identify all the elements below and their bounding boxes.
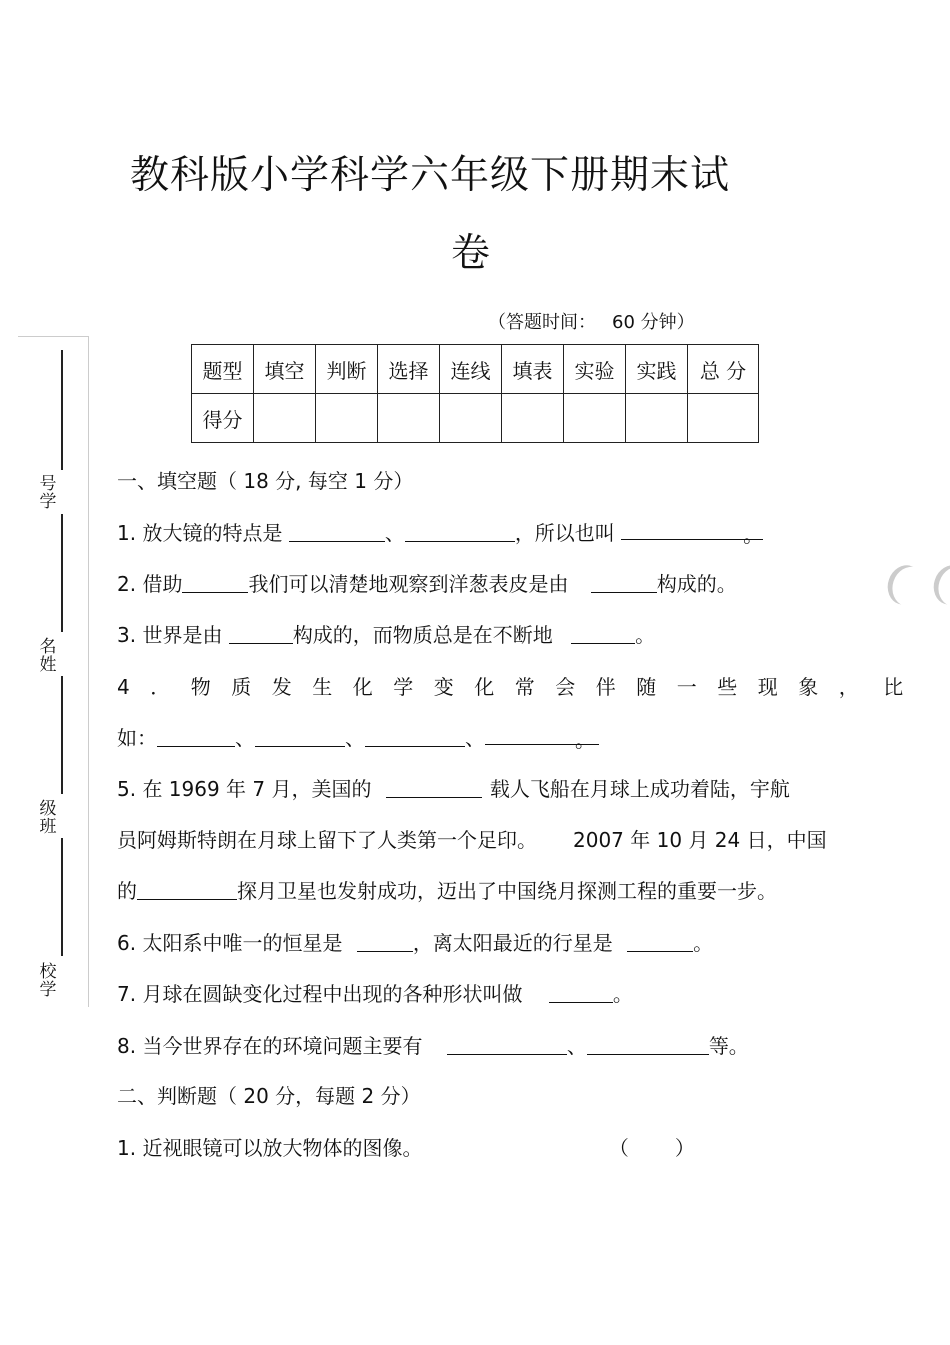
question-text: 2. 借助 — [117, 572, 183, 596]
crescent-mark — [929, 561, 950, 610]
margin-label-student-no: 号学 — [39, 474, 57, 512]
margin-label-class: 级班 — [39, 799, 57, 837]
question-text: 。 — [635, 623, 656, 647]
question-text: 2007 年 10 月 24 日，中国 — [573, 828, 827, 852]
answer-blank[interactable] — [627, 931, 693, 952]
score-cell[interactable] — [688, 394, 759, 443]
answer-blank[interactable] — [591, 572, 657, 593]
question-text: 如： — [117, 726, 157, 750]
answer-blank[interactable] — [137, 879, 237, 900]
time-label: （答题时间： — [488, 312, 596, 333]
header-cell: 选择 — [378, 345, 440, 394]
time-limit — [488, 308, 695, 334]
question-text: ，所以也叫 — [514, 521, 615, 545]
answer-blank[interactable] — [587, 1034, 709, 1055]
judgment-question-1 — [117, 1132, 695, 1161]
score-cell[interactable] — [378, 394, 440, 443]
question-text: 6. 太阳系中唯一的恒星是 — [117, 931, 343, 955]
row-label-cell: 得分 — [192, 394, 254, 443]
margin-label-name: 名姓 — [39, 637, 57, 675]
margin-label-school: 校学 — [39, 962, 57, 1000]
section2-heading: 二、判断题（ 20 分，每题 2 分） — [117, 1084, 421, 1108]
question-3 — [117, 619, 655, 648]
score-cell[interactable] — [254, 394, 316, 443]
header-cell: 实践 — [626, 345, 688, 394]
header-cell: 连线 — [440, 345, 502, 394]
score-table-score-row — [192, 394, 759, 443]
answer-blank[interactable] — [485, 724, 599, 752]
header-cell: 判断 — [316, 345, 378, 394]
question-text: ，离太阳最近的行星是 — [412, 931, 613, 955]
exam-title-line1: 教科版小学科学六年级下册期末试 — [130, 153, 731, 198]
header-cell: 填空 — [254, 345, 316, 394]
answer-blank[interactable] — [571, 623, 635, 644]
question-text: 等。 — [708, 1034, 749, 1058]
margin-rule — [61, 838, 63, 956]
question-4-line1 — [117, 671, 903, 700]
question-5-line1 — [117, 773, 790, 802]
answer-paren-open: （ — [608, 1136, 629, 1160]
question-text: 探月卫星也发射成功，迈出了中国绕月探测工程的重要一步。 — [237, 879, 777, 903]
score-table-header-row — [192, 345, 759, 394]
question-text: 、 — [235, 726, 255, 750]
question-text: 、 — [384, 521, 405, 545]
margin-rule — [61, 676, 63, 794]
header-cell: 题型 — [192, 345, 254, 394]
answer-blank[interactable] — [157, 726, 235, 747]
section1-heading: 一、填空题（ 18 分, 每空 1 分） — [117, 469, 414, 493]
answer-blank[interactable] — [365, 726, 465, 747]
question-text: 构成的。 — [656, 572, 737, 596]
question-text: 、 — [566, 1034, 587, 1058]
exam-title-line2: 卷 — [451, 231, 491, 276]
answer-blank[interactable] — [549, 982, 613, 1003]
question-text: 。 — [693, 931, 714, 955]
answer-blank[interactable] — [405, 521, 515, 542]
question-text: 1. 近视眼镜可以放大物体的图像。 — [117, 1136, 423, 1160]
question-2 — [117, 568, 737, 597]
question-text: 比 — [883, 675, 904, 699]
time-value: 60 分钟） — [612, 312, 695, 333]
question-text: 。 — [743, 523, 764, 547]
answer-blank[interactable] — [447, 1034, 567, 1055]
question-text: 。 — [575, 728, 595, 752]
answer-blank[interactable] — [357, 931, 413, 952]
question-text: 载人飞船在月球上成功着陆，宇航 — [489, 777, 790, 801]
question-text: 我们可以清楚地观察到洋葱表皮是由 — [248, 572, 569, 596]
question-text: 3. 世界是由 — [117, 623, 223, 647]
header-cell: 填表 — [502, 345, 564, 394]
crescent-mark — [883, 561, 928, 610]
answer-blank[interactable] — [229, 623, 293, 644]
question-text: 员阿姆斯特朗在月球上留下了人类第一个足印。 — [117, 828, 537, 852]
question-text: 7. 月球在圆缺变化过程中出现的各种形状叫做 — [117, 982, 523, 1006]
answer-blank[interactable] — [386, 777, 482, 798]
question-text: 、 — [345, 726, 365, 750]
score-cell[interactable] — [626, 394, 688, 443]
question-text: 的 — [117, 879, 137, 903]
header-cell: 总 分 — [688, 345, 759, 394]
question-7 — [117, 978, 633, 1007]
score-cell[interactable] — [564, 394, 626, 443]
question-text: 。 — [612, 982, 633, 1006]
question-8 — [117, 1030, 749, 1059]
score-cell[interactable] — [502, 394, 564, 443]
question-1 — [117, 517, 763, 546]
score-table — [191, 344, 759, 443]
question-4-line2 — [117, 722, 599, 751]
score-cell[interactable] — [440, 394, 502, 443]
answer-blank[interactable] — [289, 521, 385, 542]
score-cell[interactable] — [316, 394, 378, 443]
question-text: 构成的，而物质总是在不断地 — [292, 623, 553, 647]
question-text: 、 — [465, 726, 485, 750]
question-5-line3 — [117, 875, 777, 904]
answer-blank[interactable] — [255, 726, 345, 747]
answer-space[interactable] — [629, 1137, 675, 1157]
question-text: 5. 在 1969 年 7 月，美国的 — [117, 777, 372, 801]
question-6 — [117, 927, 713, 956]
header-cell: 实验 — [564, 345, 626, 394]
margin-rule — [61, 350, 63, 470]
margin-rule — [61, 514, 63, 632]
answer-blank[interactable] — [621, 519, 764, 547]
answer-paren-close: ） — [674, 1136, 695, 1160]
question-text: 8. 当今世界存在的环境问题主要有 — [117, 1034, 423, 1058]
answer-blank[interactable] — [182, 572, 248, 593]
question-5-line2 — [117, 824, 827, 853]
question-text: 1. 放大镜的特点是 — [117, 521, 283, 545]
question-text: 4．物质发生化学变化常会伴随一些现象， — [117, 675, 880, 699]
